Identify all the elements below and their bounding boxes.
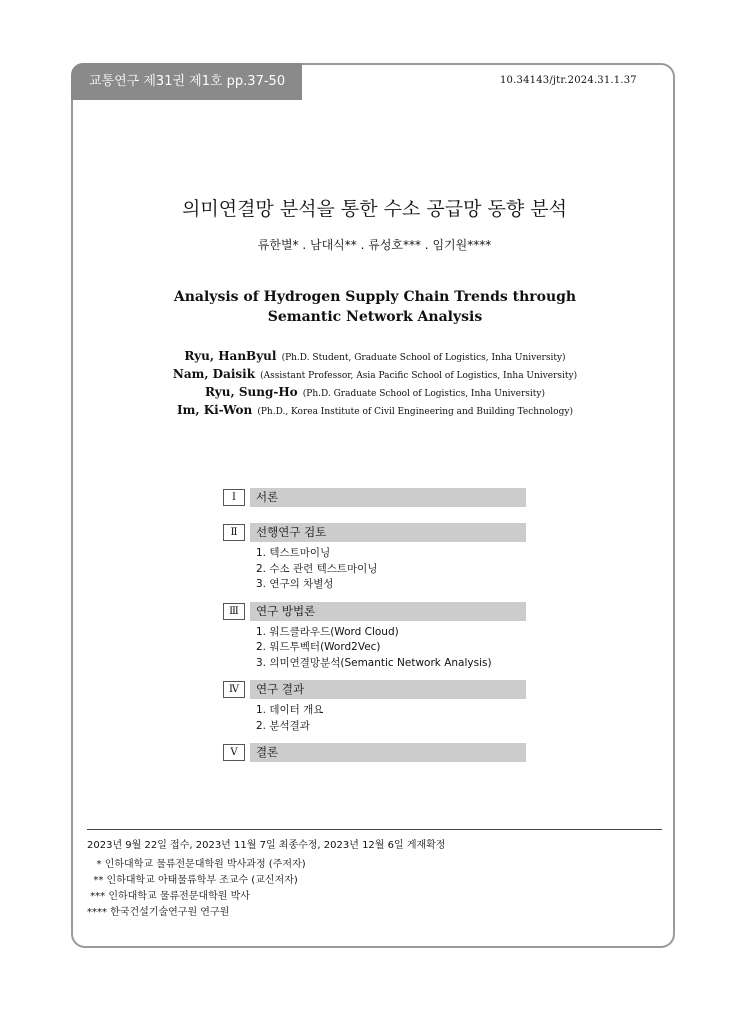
authors-korean: 류한별* . 남대식** . 류성호*** . 임기원**** xyxy=(257,238,492,252)
toc-section-number: Ⅲ xyxy=(223,603,245,620)
author-affiliation: (Ph.D., Korea Institute of Civil Engineering and Building Technology) xyxy=(257,407,573,417)
toc-section xyxy=(223,523,526,542)
toc-section xyxy=(223,602,526,621)
toc-subsection: 2. 수소 관련 텍스트마이닝 xyxy=(256,562,378,575)
toc-section-title: 선행연구 검토 xyxy=(250,523,526,542)
author-name: Im, Ki-Won xyxy=(177,403,253,417)
author-line xyxy=(120,346,630,364)
toc-subsection: 1. 텍스트마이닝 xyxy=(256,547,331,559)
author-affiliation: (Ph.D. Student, Graduate School of Logistics, Inha University) xyxy=(281,353,566,363)
toc-section xyxy=(223,680,526,699)
author-affiliations xyxy=(120,346,630,418)
author-line xyxy=(120,364,630,382)
toc-section-number: Ⅳ xyxy=(223,681,245,698)
footer-divider xyxy=(87,829,662,830)
author-line xyxy=(120,400,630,418)
author-affiliation: (Ph.D. Graduate School of Logistics, Inha University) xyxy=(302,389,545,399)
footnote: *** 인하대학교 물류전문대학원 박사 xyxy=(87,891,250,902)
author-name: Ryu, HanByul xyxy=(184,349,277,363)
toc-section-title: 서론 xyxy=(250,488,526,507)
title-korean: 의미연결망 분석을 통한 수소 공급망 동향 분석 xyxy=(182,198,567,220)
toc-subsections xyxy=(223,703,526,734)
journal-citation: 교통연구 제31권 제1호 pp.37-50 xyxy=(71,63,302,100)
toc-section xyxy=(223,743,526,762)
title-english: Analysis of Hydrogen Supply Chain Trends through Semantic Network Analysis xyxy=(173,289,577,325)
toc-subsections xyxy=(223,625,526,672)
toc-section-number: Ⅱ xyxy=(223,524,245,541)
toc-section-title: 연구 방법론 xyxy=(250,602,526,621)
author-line xyxy=(120,382,630,400)
footnote: ** 인하대학교 아태물류학부 조교수 (교신저자) xyxy=(87,875,298,886)
author-footnotes xyxy=(87,857,306,921)
toc-subsection: 2. 분석결과 xyxy=(256,719,310,732)
toc-section-number: Ⅴ xyxy=(223,744,245,761)
toc-subsection: 2. 워드투벡터(Word2Vec) xyxy=(256,641,381,653)
author-name: Ryu, Sung-Ho xyxy=(205,385,298,399)
footnote: **** 한국건설기술연구원 연구원 xyxy=(87,907,230,918)
toc-subsection: 3. 의미연결망분석(Semantic Network Analysis) xyxy=(256,656,492,669)
toc-subsection: 1. 워드클라우드(Word Cloud) xyxy=(256,625,399,638)
toc-subsection: 3. 연구의 차별성 xyxy=(256,578,334,590)
author-affiliation: (Assistant Professor, Asia Pacific School of Logistics, Inha University) xyxy=(260,371,578,381)
author-name: Nam, Daisik xyxy=(172,367,256,381)
doi: 10.34143/jtr.2024.31.1.37 xyxy=(500,75,637,86)
table-of-contents xyxy=(223,488,526,762)
footnote: * 인하대학교 물류전문대학원 박사과정 (주저자) xyxy=(87,859,306,870)
toc-subsection: 1. 데이터 개요 xyxy=(256,704,324,716)
toc-section-title: 결론 xyxy=(250,743,526,762)
toc-subsections xyxy=(223,546,526,593)
toc-section-number: Ⅰ xyxy=(223,489,245,506)
toc-section-title: 연구 결과 xyxy=(250,680,526,699)
toc-section xyxy=(223,488,526,507)
submission-dates: 2023년 9월 22일 접수, 2023년 11월 7일 최종수정, 2023년 12월 6일 게재확정 xyxy=(87,840,446,851)
